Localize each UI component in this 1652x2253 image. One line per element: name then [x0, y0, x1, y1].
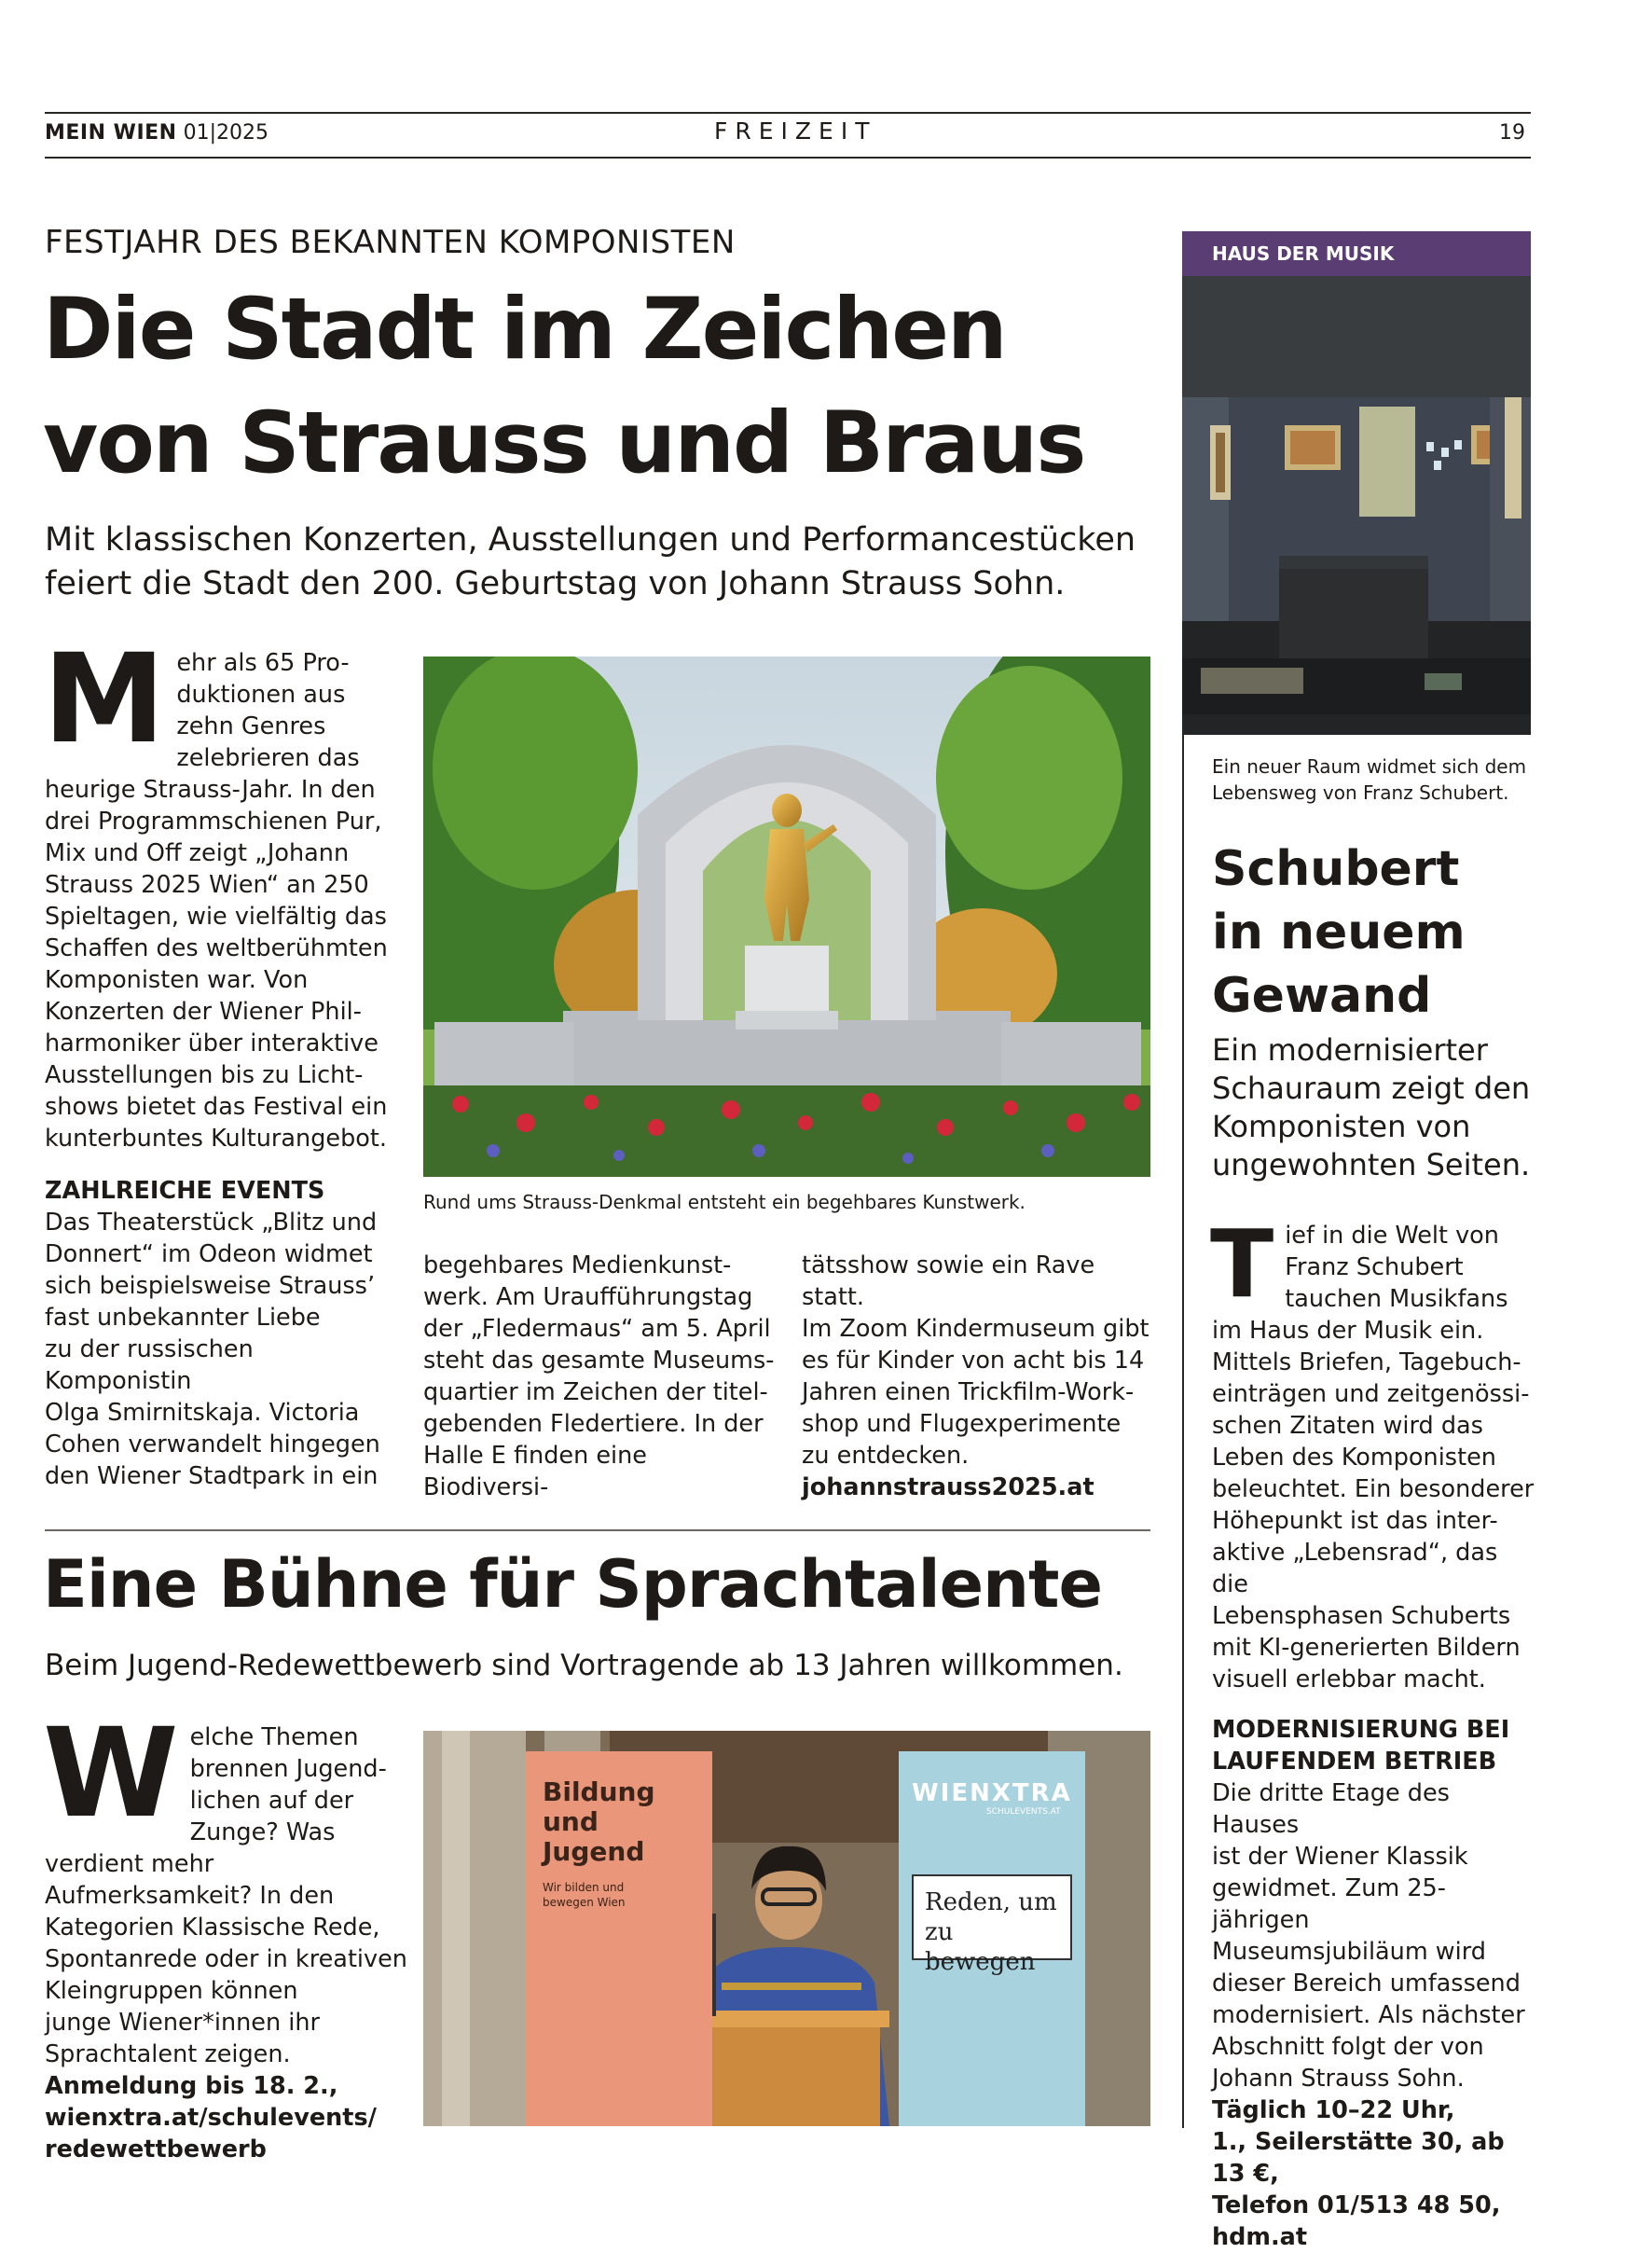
text-line: zu entdecken.	[802, 1442, 970, 1470]
registration-link: redewettbewerb	[45, 2136, 267, 2163]
text-line: quartier im Zeichen der titel-	[423, 1378, 768, 1406]
section-label: FREIZEIT	[714, 117, 877, 145]
sidebar-title	[1212, 837, 1466, 1028]
text-line: gewidmet. Zum 25-jährigen	[1212, 1874, 1446, 1934]
opening-hours: Täglich 10–22 Uhr,	[1212, 2096, 1455, 2124]
article-column-3	[802, 1250, 1156, 1503]
text-line: tätsshow sowie ein Rave statt.	[802, 1251, 1095, 1311]
text-line: begehbares Medienkunst-	[423, 1251, 732, 1279]
text-line: fast unbekannter Liebe	[45, 1304, 321, 1332]
text-line: Kategorien Klassische Rede,	[45, 1914, 380, 1942]
address-price: 1., Seilerstätte 30, ab 13 €,	[1212, 2128, 1505, 2188]
museum-room-photo	[1182, 276, 1531, 735]
banner-text: Reden, um	[925, 1888, 1057, 1916]
text-line: shows bietet das Festival ein	[45, 1093, 388, 1121]
caption-line: Lebensweg von Franz Schubert.	[1212, 781, 1509, 804]
text-line: sich beispielsweise Strauss’	[45, 1272, 376, 1300]
text-line: Lebensphasen Schuberts	[1212, 1602, 1511, 1630]
text-line: Sprachtalent zeigen.	[45, 2040, 291, 2068]
text-line: drei Programmschienen Pur,	[45, 808, 382, 836]
banner-small-text: SCHULEVENTS.AT	[986, 1807, 1061, 1817]
text-line: den Wiener Stadtpark in ein	[45, 1462, 379, 1490]
text-line: tauchen Musikfans	[1285, 1285, 1508, 1313]
title-line: Gewand	[1212, 968, 1432, 1024]
article-kicker: FESTJAHR DES BEKANNTEN KOMPONISTEN	[45, 224, 736, 261]
text-line: Ausstellungen bis zu Licht-	[45, 1061, 364, 1089]
article-headline-line-2: von Strauss und Braus	[43, 394, 1085, 492]
publication-name: MEIN WIEN	[45, 121, 177, 145]
banner-text: zu bewegen	[925, 1918, 1036, 1976]
text-line: Olga Smirnitskaja. Victoria	[45, 1399, 360, 1427]
text-line: Spontanrede oder in kreativen	[45, 1945, 407, 1973]
sidebar-label: HAUS DER MUSIK	[1182, 231, 1531, 276]
text-line: Kleingruppen können	[45, 1977, 298, 2005]
registration-deadline: Anmeldung bis 18. 2.,	[45, 2072, 338, 2100]
text-line: zu der russischen Komponistin	[45, 1335, 254, 1395]
drop-cap: W	[43, 1702, 179, 1845]
strauss-photo-caption: Rund ums Strauss-Denkmal entsteht ein begehbares Kunstwerk.	[423, 1191, 1026, 1213]
text-line: Donnert“ im Odeon widmet	[45, 1240, 373, 1268]
text-line: beleuchtet. Ein besonderer	[1212, 1475, 1535, 1503]
text-line: Schaffen des weltberühmten	[45, 934, 388, 962]
title-line: in neuem	[1212, 905, 1466, 961]
article-2-headline: Eine Bühne für Sprachtalente	[43, 1546, 1102, 1623]
speaker-photo	[423, 1731, 1150, 2126]
drop-cap: M	[43, 628, 166, 771]
banner-text: Bildung	[543, 1776, 655, 1807]
text-line: Halle E finden eine Biodiversi-	[423, 1442, 647, 1501]
text-line: modernisiert. Als nächster	[1212, 2001, 1525, 2029]
text-line: zelebrieren das	[176, 744, 360, 772]
banner-small-text: Wir bilden und	[543, 1881, 625, 1894]
text-line: Mix und Off zeigt „Johann	[45, 839, 350, 867]
text-line: brennen Jugend-	[189, 1755, 387, 1783]
deck-line: Schauraum zeigt den	[1212, 1071, 1531, 1106]
text-line: ehr als 65 Pro-	[176, 649, 350, 677]
text-line: Johann Strauss Sohn.	[1212, 2065, 1465, 2093]
text-line: dieser Bereich umfassend	[1212, 1970, 1521, 1997]
sidebar-body	[1210, 1209, 1538, 2253]
text-line: aktive „Lebensrad“, das die	[1212, 1539, 1498, 1598]
bildung-banner	[526, 1751, 712, 2126]
text-line: Abschnitt folgt der von	[1212, 2033, 1484, 2061]
deck-line: ungewohnten Seiten.	[1212, 1147, 1531, 1182]
text-line: shop und Flugexperimente	[802, 1410, 1122, 1438]
article-column-1	[43, 628, 399, 1492]
phone-number: Telefon 01/513 48 50,	[1212, 2191, 1501, 2219]
article-2-deck: Beim Jugend-Redewettbewerb sind Vortragende ab 13 Jahren willkommen.	[45, 1649, 1123, 1682]
article-deck-line-1: Mit klassischen Konzerten, Ausstellungen und Performancestücken	[45, 521, 1136, 559]
text-line: visuell erlebbar macht.	[1212, 1666, 1486, 1693]
text-line: Cohen verwandelt hingegen	[45, 1431, 380, 1458]
text-line: Spieltagen, wie vielfältig das	[45, 903, 387, 931]
text-line: elche Themen	[189, 1723, 359, 1751]
article-subhead: ZAHLREICHE EVENTS	[45, 1177, 325, 1205]
text-line: Im Zoom Kindermuseum gibt	[802, 1315, 1150, 1343]
text-line: schen Zitaten wird das	[1212, 1412, 1483, 1440]
text-line: Museumsjubiläum wird	[1212, 1938, 1486, 1966]
text-line: werk. Am Uraufführungstag	[423, 1283, 753, 1311]
text-line: Höhepunkt ist das inter-	[1212, 1507, 1498, 1535]
text-line: Zunge? Was verdient mehr	[45, 1818, 336, 1878]
text-line: Das Theaterstück „Blitz und	[45, 1209, 378, 1237]
text-line: harmoniker über interaktive	[45, 1030, 379, 1057]
text-line: Komponisten war. Von	[45, 966, 309, 994]
text-line: ief in die Welt von	[1285, 1222, 1499, 1250]
text-line: gebenden Fledertiere. In der	[423, 1410, 764, 1438]
text-line: Franz Schubert	[1285, 1253, 1464, 1281]
page-number: 19	[1499, 121, 1525, 145]
sidebar-rule	[1182, 735, 1184, 2128]
text-line: Konzerten der Wiener Phil-	[45, 998, 362, 1026]
text-line: ist der Wiener Klassik	[1212, 1843, 1468, 1871]
deck-line: Ein modernisierter	[1212, 1032, 1488, 1068]
title-line: Schubert	[1212, 841, 1460, 897]
text-line: junge Wiener*innen ihr	[45, 2009, 320, 2037]
museum-photo-caption	[1212, 753, 1526, 806]
sidebar-subhead: MODERNISIERUNG BEI	[1212, 1716, 1510, 1744]
text-line: Aufmerksamkeit? In den	[45, 1882, 335, 1910]
caption-line: Ein neuer Raum widmet sich dem	[1212, 755, 1527, 778]
banner-small-text: bewegen Wien	[543, 1896, 626, 1909]
text-line: lichen auf der	[189, 1787, 354, 1815]
festival-website: johannstrauss2025.at	[802, 1473, 1094, 1501]
museum-room-illustration	[1182, 276, 1531, 735]
sidebar-deck	[1212, 1031, 1530, 1184]
banner-text: und	[543, 1806, 599, 1837]
text-line: Mittels Briefen, Tagebuch-	[1212, 1348, 1521, 1376]
text-line: es für Kinder von acht bis 14	[802, 1347, 1145, 1375]
text-line: steht das gesamte Museums-	[423, 1347, 775, 1375]
text-line: Jahren einen Trickfilm-Work-	[802, 1378, 1135, 1406]
article-column-2	[423, 1250, 778, 1503]
text-line: mit KI-generierten Bildern	[1212, 1634, 1521, 1662]
museum-website: hdm.at	[1212, 2223, 1308, 2251]
text-line: zehn Genres	[176, 712, 326, 740]
header-bottom-rule	[45, 157, 1531, 159]
wienxtra-banner	[899, 1751, 1085, 2126]
article-divider	[45, 1529, 1150, 1531]
wienxtra-logo: WIENXTRA	[912, 1779, 1072, 1807]
issue-number: 01|2025	[183, 121, 268, 145]
speech-bubble	[912, 1874, 1072, 1976]
masthead	[45, 121, 268, 145]
text-line: im Haus der Musik ein.	[1212, 1317, 1484, 1345]
text-line: heurige Strauss-Jahr. In den	[45, 776, 376, 804]
strauss-monument-photo	[423, 657, 1150, 1177]
banner-text: Jugend	[543, 1836, 645, 1867]
sidebar-subhead: LAUFENDEM BETRIEB	[1212, 1748, 1497, 1776]
text-line: Die dritte Etage des Hauses	[1212, 1779, 1450, 1839]
text-line: duktionen aus	[176, 681, 346, 709]
text-line: der „Fledermaus“ am 5. April	[423, 1315, 771, 1343]
text-line: einträgen und zeitgenössi-	[1212, 1380, 1530, 1408]
drop-cap: T	[1210, 1209, 1274, 1319]
header-top-rule	[45, 112, 1531, 114]
deck-line: Komponisten von	[1212, 1109, 1471, 1144]
text-line: kunterbuntes Kulturangebot.	[45, 1125, 387, 1153]
article-headline-line-1: Die Stadt im Zeichen	[43, 281, 1006, 379]
strauss-monument-illustration	[423, 657, 1150, 1177]
text-line: Strauss 2025 Wien“ an 250	[45, 871, 369, 899]
article-2-column	[43, 1702, 408, 2165]
text-line: Leben des Komponisten	[1212, 1444, 1496, 1472]
registration-link: wienxtra.at/schulevents/	[45, 2104, 377, 2132]
article-deck-line-2: feiert die Stadt den 200. Geburtstag von Johann Strauss Sohn.	[45, 565, 1066, 602]
